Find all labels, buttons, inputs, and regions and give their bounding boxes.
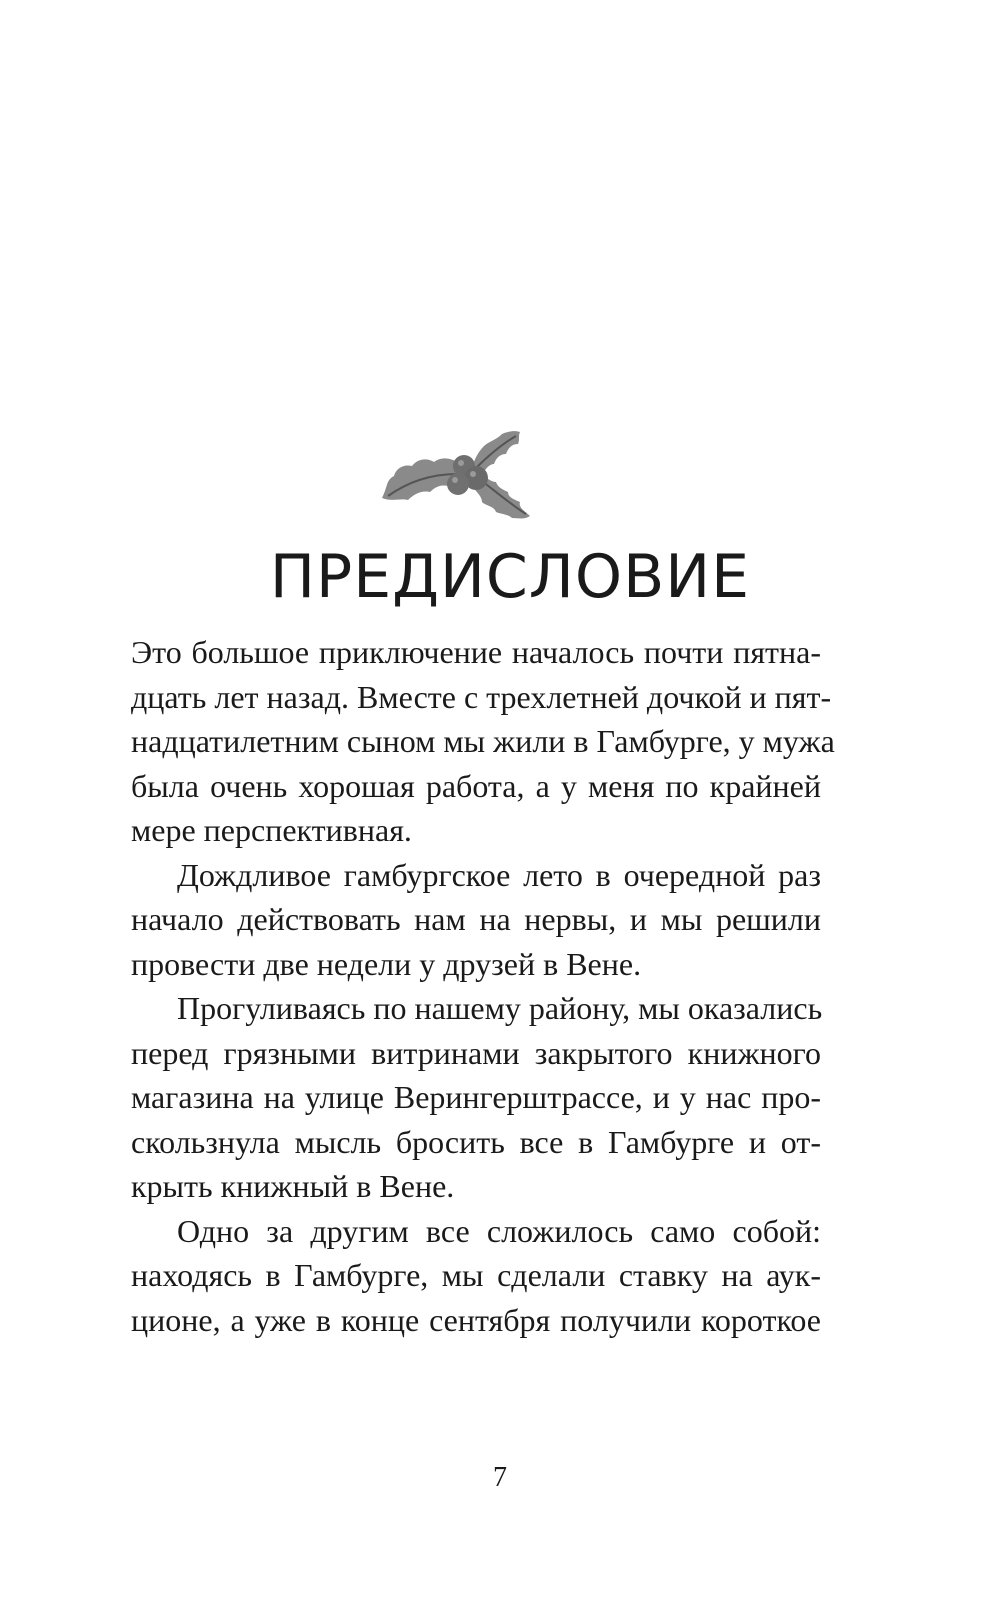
chapter-title: ПРЕДИСЛОВИЕ bbox=[269, 542, 751, 612]
text-line: провести две недели у друзей в Вене. bbox=[131, 945, 642, 982]
text-line: находясь в Гамбурге, мы сделали ставку на аук- bbox=[131, 1257, 821, 1293]
text-line: Это большое приключение началось почти пятна- bbox=[131, 634, 821, 670]
holly-berry bbox=[447, 473, 469, 495]
paragraph bbox=[131, 853, 821, 987]
text-line: магазина на улице Верингерштрассе, и у нас про- bbox=[131, 1079, 821, 1115]
text-line: Прогуливаясь по нашему району, мы оказались bbox=[177, 990, 823, 1026]
page-number: 7 bbox=[493, 1462, 507, 1493]
text-line: дцать лет назад. Вместе с трехлетней дочкой и пят- bbox=[131, 678, 832, 715]
text-line: мере перспективная. bbox=[131, 812, 412, 848]
text-line: скользнула мысль бросить все в Гамбурге и от- bbox=[131, 1123, 821, 1160]
text-line: была очень хорошая работа, а у меня по крайней bbox=[131, 767, 821, 804]
paragraph bbox=[131, 1209, 821, 1343]
text-line: ционе, а уже в конце сентября получили короткое bbox=[131, 1301, 821, 1338]
paragraph bbox=[131, 986, 821, 1209]
text-line: Дождливое гамбургское лето в очередной раз bbox=[177, 856, 821, 893]
body-text bbox=[131, 630, 835, 1342]
paragraph bbox=[131, 630, 835, 853]
text-line: начало действовать нам на нервы, и мы решили bbox=[131, 901, 821, 937]
text-line: Одно за другим все сложилось само собой: bbox=[177, 1212, 821, 1249]
holly-icon bbox=[378, 428, 548, 528]
text-line: крыть книжный в Вене. bbox=[131, 1168, 455, 1204]
text-line: надцатилетним сыном мы жили в Гамбурге, у мужа bbox=[131, 723, 835, 759]
text-line: перед грязными витринами закрытого книжного bbox=[131, 1034, 821, 1071]
